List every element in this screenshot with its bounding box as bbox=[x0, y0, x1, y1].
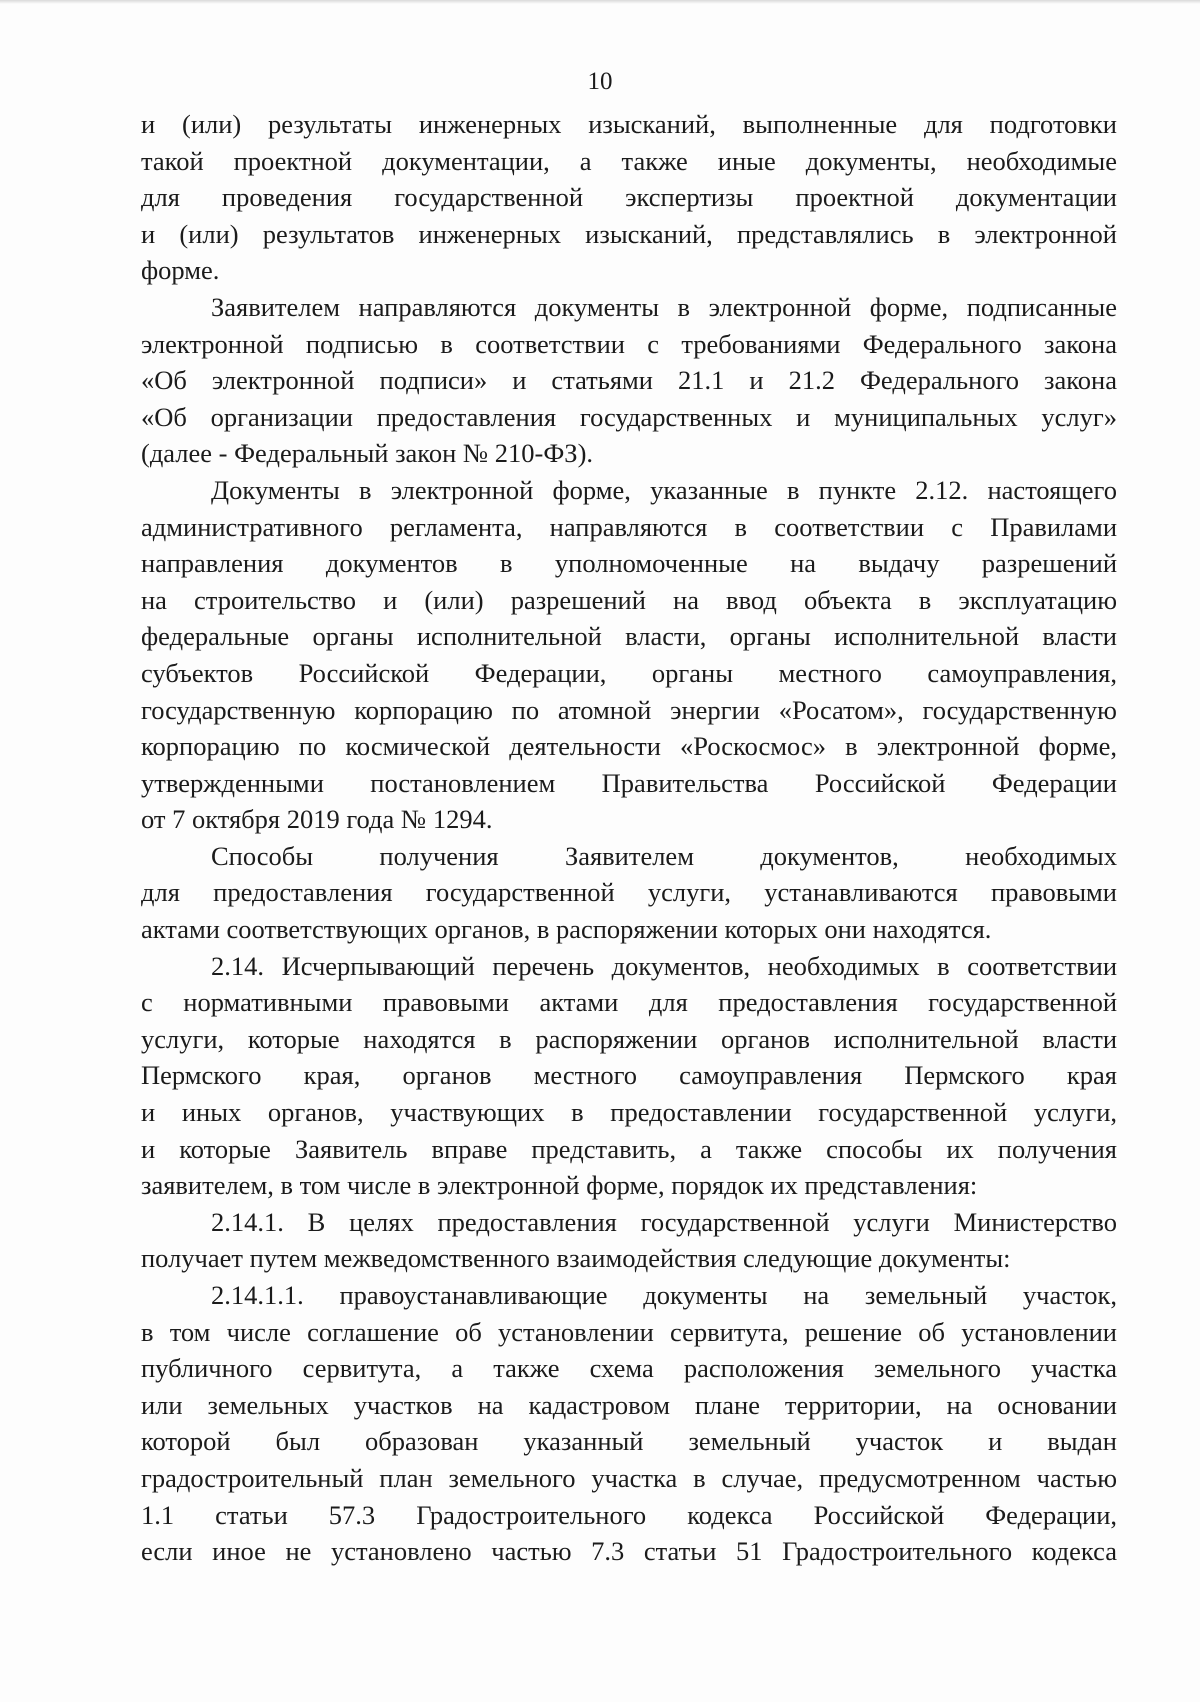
text-line: 1.1 статьи 57.3 Градостроительного кодекса Российской Федерации, bbox=[141, 1499, 1117, 1530]
text-line: или земельных участков на кадастровом плане территории, на основании bbox=[141, 1389, 1117, 1420]
document-body bbox=[141, 106, 1117, 1570]
text-line: корпорацию по космической деятельности «Роскосмос» в электронной форме, bbox=[141, 731, 1117, 762]
text-line: административного регламента, направляются в соответствии с Правилами bbox=[141, 511, 1117, 542]
text-line: 2.14.1.1. правоустанавливающие документы на земельный участок, bbox=[211, 1280, 1117, 1310]
text-line: (далее - Федеральный закон № 210-ФЗ). bbox=[141, 438, 594, 469]
text-line: государственную корпорацию по атомной энергии «Росатом», государственную bbox=[141, 694, 1117, 725]
text-line: градостроительный план земельного участка в случае, предусмотренном частью bbox=[141, 1462, 1117, 1493]
text-line: 2.14.1. В целях предоставления государственной услуги Министерство bbox=[211, 1206, 1117, 1237]
text-line: электронной подписью в соответствии с требованиями Федерального закона bbox=[141, 328, 1117, 359]
text-line: в том числе соглашение об установлении сервитута, решение об установлении bbox=[141, 1316, 1117, 1347]
text-line: форме. bbox=[141, 255, 220, 286]
text-line: Способы получения Заявителем документов, необходимых bbox=[211, 840, 1117, 871]
text-line: с нормативными правовыми актами для предоставления государственной bbox=[141, 987, 1117, 1018]
text-line: заявителем, в том числе в электронной форме, порядок их представления: bbox=[141, 1170, 978, 1201]
text-line: направления документов в уполномоченные на выдачу разрешений bbox=[141, 548, 1117, 579]
text-line: для предоставления государственной услуги, устанавливаются правовыми bbox=[141, 877, 1117, 908]
text-line: «Об организации предоставления государственных и муниципальных услуг» bbox=[141, 401, 1117, 432]
text-line: и (или) результатов инженерных изысканий, представлялись в электронной bbox=[141, 218, 1117, 249]
page-number: 10 bbox=[587, 68, 613, 95]
text-line: от 7 октября 2019 года № 1294. bbox=[141, 804, 493, 835]
text-line: утвержденными постановлением Правительства Российской Федерации bbox=[141, 767, 1117, 798]
text-line: и иных органов, участвующих в предоставлении государственной услуги, bbox=[141, 1097, 1117, 1128]
text-line: такой проектной документации, а также иные документы, необходимые bbox=[141, 145, 1117, 176]
text-line: федеральные органы исполнительной власти, органы исполнительной власти bbox=[141, 621, 1117, 652]
scan-edge bbox=[0, 0, 1200, 4]
text-line: актами соответствующих органов, в распоряжении которых они находятся. bbox=[141, 914, 992, 945]
text-line: Пермского края, органов местного самоуправления Пермского края bbox=[141, 1060, 1117, 1091]
text-line: Заявителем направляются документы в электронной форме, подписанные bbox=[211, 291, 1117, 322]
text-line: и которые Заявитель вправе представить, а также способы их получения bbox=[141, 1133, 1117, 1164]
text-line: «Об электронной подписи» и статьями 21.1 и 21.2 Федерального закона bbox=[141, 365, 1117, 396]
text-line: для проведения государственной экспертизы проектной документации bbox=[141, 182, 1117, 213]
text-line: на строительство и (или) разрешений на ввод объекта в эксплуатацию bbox=[141, 584, 1117, 615]
text-line: субъектов Российской Федерации, органы местного самоуправления, bbox=[141, 657, 1117, 688]
text-line: и (или) результаты инженерных изысканий, выполненные для подготовки bbox=[141, 109, 1117, 139]
text-line: 2.14. Исчерпывающий перечень документов, необходимых в соответствии bbox=[211, 950, 1117, 981]
text-line: которой был образован указанный земельный участок и выдан bbox=[141, 1426, 1117, 1457]
text-line: если иное не установлено частью 7.3 статьи 51 Градостроительного кодекса bbox=[141, 1536, 1117, 1567]
text-line: публичного сервитута, а также схема расположения земельного участка bbox=[141, 1353, 1117, 1384]
text-line: услуги, которые находятся в распоряжении органов исполнительной власти bbox=[141, 1023, 1117, 1054]
text-line: получает путем межведомственного взаимодействия следующие документы: bbox=[141, 1243, 1011, 1274]
text-line: Документы в электронной форме, указанные в пункте 2.12. настоящего bbox=[211, 474, 1117, 505]
